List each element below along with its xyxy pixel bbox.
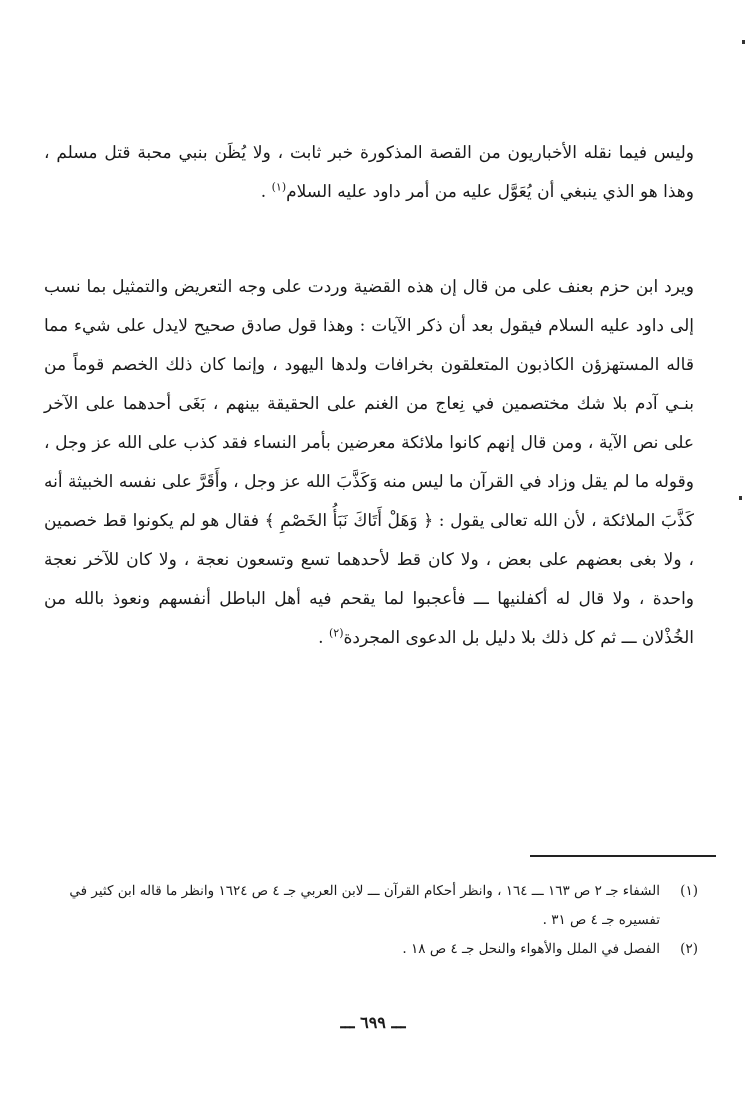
footnote-item xyxy=(38,935,698,964)
footnote-reference[interactable]: (٢) xyxy=(328,626,344,640)
footnote-separator xyxy=(530,855,716,857)
footnotes xyxy=(38,877,698,964)
footnote-item xyxy=(38,877,698,935)
scan-artifact-mark xyxy=(742,40,745,44)
paragraph-end: . xyxy=(318,628,329,648)
footnote-reference[interactable]: (١) xyxy=(271,180,287,194)
footnote-text: الفصل في الملل والأهواء والنحل جـ ٤ ص ١٨ . xyxy=(402,941,660,957)
footnote-number: (٢) xyxy=(680,941,698,957)
paragraph-text: ويرد ابن حزم بعنف على من قال إن هذه القضية وردت على وجه التعريض والتمثيل بما نسب إلى داود عليه السلام فيقول بعد أن ذكر الآيات : وهذا قول صادق صحيح لايدل على شيء مما قاله المستهزؤن الكاذبون المتعلقون بخرافات ولدها اليهود ، وإنما كان ذلك الخصم قوماً من بنـي آدم بلا شك مختصمين في نِعاج من الغنم على الحقيقة بينهم ، بَغَى أحدهما على الآخر على نص الآية ، ومن قال إنهم كانوا ملائكة معرضين بأمر النساء فقد كذب على الله عز وجل ، وقوله ما لم يقل وزاد في القرآن ما ليس منه وَكَذَّبَ الله عز وجل ، وأَقَرَّ على نفسه الخبيثة أنه كَذَّبَ الملائكة ، لأن الله تعالى يقول : ﴿ وَهَلْ أَتَاكَ نَبَأُ الخَصْمِ ﴾ فقال هو لم يكونوا قط خصمين ، ولا بغى بعضهم على بعض ، ولا كان قط لأحدهما تسع وتسعون نعجة ، ولا كان للآخر نعجة واحدة ، ولا قال له أكفلنيها ـــ فأعجبوا لما يقحم فيه أهل الباطل أنفسهم ونعوذ بالله من الخُذْلان ـــ ثم كل ذلك بلا دليل بل الدعوى المجردة xyxy=(44,277,694,648)
footnote-number: (١) xyxy=(680,883,698,899)
page-number: ـــ ٦٩٩ ـــ xyxy=(340,1013,406,1032)
body-paragraph-1 xyxy=(44,134,694,212)
body-paragraph-2 xyxy=(44,268,694,658)
scan-artifact-mark xyxy=(739,496,742,500)
footnote-text: الشفاء جـ ٢ ص ١٦٣ ـــ ١٦٤ ، وانظر أحكام القرآن ـــ لابن العربي جـ ٤ ص ١٦٢٤ وانظر ما قاله ابن كثير في تفسيره جـ ٤ ص ٣١ . xyxy=(69,883,660,928)
paragraph-end: . xyxy=(260,182,272,202)
paragraph-text: وليس فيما نقله الأخباريون من القصة المذكورة خبر ثابت ، ولا يُظَن بنبي محبة قتل مسلم ، وهذا هو الذي ينبغي أن يُعَوَّل عليه من أمر داود عليه السلام xyxy=(44,143,694,202)
